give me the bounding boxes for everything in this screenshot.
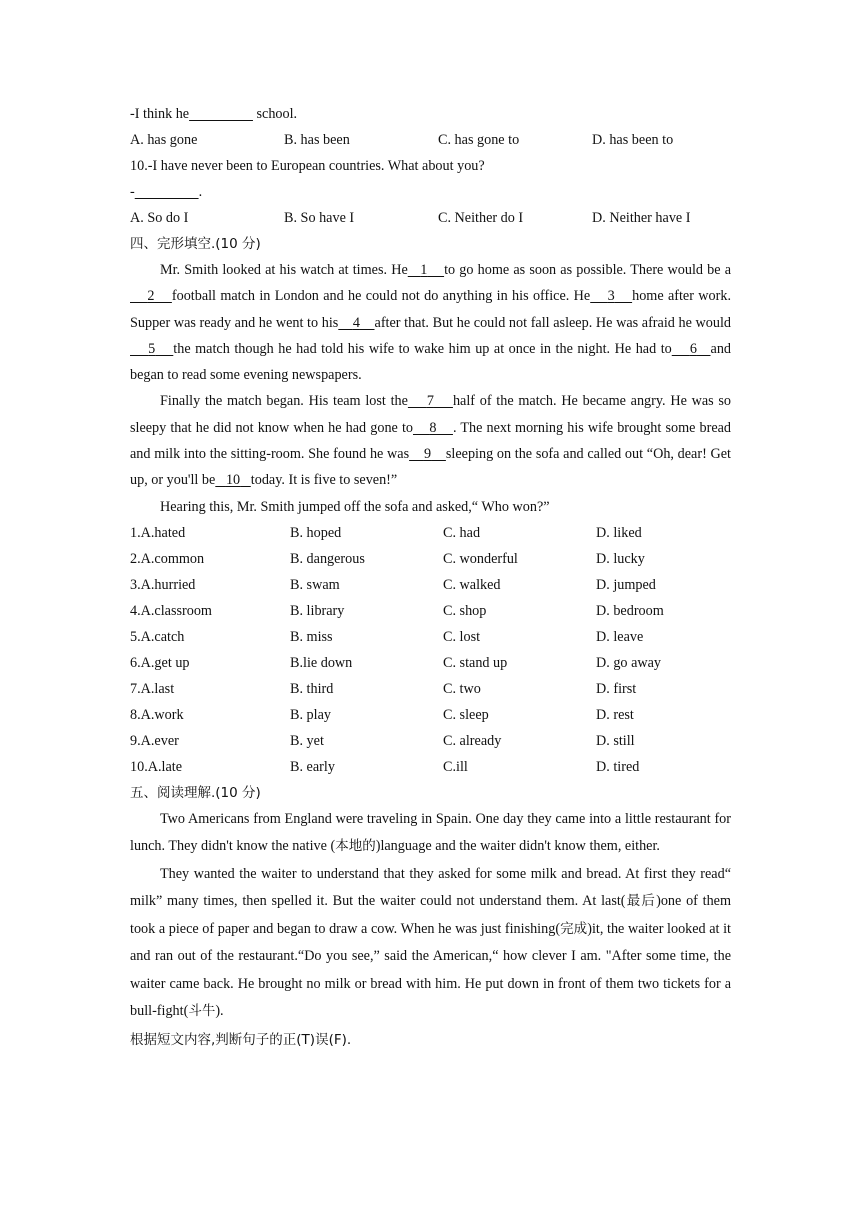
q10-answer-prefix: - <box>130 184 135 200</box>
q9-answer-blank <box>189 106 253 122</box>
choice-b: B. dangerous <box>290 550 365 567</box>
text: )it, the waiter looked at it and ran out of the restaurant.“Do you see,” said the American,“ how clever I am. "After some time, the waiter came back. He brought no milk or bread with him. He put down in front of them two tickets for a bull-fight( <box>130 920 731 1020</box>
choice-c: C. sleep <box>443 706 489 723</box>
choice-c: C. had <box>443 524 481 541</box>
blank-number: 7 <box>426 393 434 410</box>
q9-option-c: C. has gone to <box>438 132 520 148</box>
choice-b: B. library <box>290 602 345 619</box>
text: and began to read some evening newspapers. <box>130 340 732 384</box>
choice-b: B. hoped <box>290 524 342 541</box>
blank-number: 2 <box>147 288 155 305</box>
choice-a: 3.A.hurried <box>130 576 196 593</box>
blank-number: 6 <box>689 340 697 357</box>
choice-a: 7.A.last <box>130 680 175 697</box>
choice-c: C. lost <box>443 628 481 645</box>
choice-a: 6.A.get up <box>130 654 190 671</box>
cloze-blank-5 <box>130 341 173 357</box>
q10-option-c: C. Neither do I <box>438 210 524 226</box>
cloze-paragraph-3: Hearing this, Mr. Smith jumped off the sofa and asked,“ Who won?” <box>160 498 550 515</box>
q10-answer-suffix: . <box>198 184 203 200</box>
blank-number: 3 <box>607 288 615 305</box>
choice-d: D. jumped <box>596 576 656 593</box>
text: to go home as soon as possible. There would be a <box>444 262 732 278</box>
blank-number: 10 <box>225 472 241 489</box>
q9-options <box>130 127 731 153</box>
choice-c: C.ill <box>443 758 468 775</box>
q10-option-b: B. So have I <box>284 210 355 226</box>
cloze-blank-3 <box>590 288 632 304</box>
choice-a: 1.A.hated <box>130 524 186 541</box>
choice-c: C. wonderful <box>443 550 518 567</box>
choice-d: D. leave <box>596 628 644 645</box>
blank-number: 9 <box>423 446 432 463</box>
reading-paragraph-1 <box>130 806 731 861</box>
chinese-gloss: 完成 <box>560 920 588 937</box>
choice-d: D. still <box>596 732 635 749</box>
text: They wanted the waiter to understand that they asked for some milk and bread. At first they read“ milk” many times, then spelled it. But the waiter could not understand them. At last( <box>130 865 731 910</box>
q9-option-a: A. has gone <box>130 132 198 148</box>
text: Mr. Smith looked at his watch at times. He <box>160 262 408 278</box>
text: the match though he had told his wife to wake him up at once in the night. He had to <box>173 340 672 357</box>
cloze-blank-9 <box>409 446 446 462</box>
choice-d: D. lucky <box>596 550 645 567</box>
text: home after work. Supper was ready and he went to his <box>130 288 731 331</box>
cloze-blank-4 <box>338 315 374 331</box>
cloze-paragraph-2 <box>130 388 731 493</box>
q10-option-a: A. So do I <box>130 210 189 226</box>
chinese-gloss: 本地的 <box>335 838 376 855</box>
cloze-choice-row <box>130 546 731 572</box>
text: . The next morning his wife brought some bread and milk into the sitting-room. She found he was <box>130 419 732 463</box>
choice-b: B. early <box>290 758 335 775</box>
text: today. It is five to seven!” <box>250 472 398 489</box>
choice-d: D. rest <box>596 706 634 723</box>
q9-option-d: D. has been to <box>592 132 674 148</box>
choice-d: D. liked <box>596 524 642 541</box>
text: ). <box>215 1003 224 1020</box>
section5-heading: 五、阅读理解.(10 分) <box>130 784 261 801</box>
choice-a: 2.A.common <box>130 550 205 567</box>
choice-b: B. play <box>290 706 331 723</box>
choice-a: 4.A.classroom <box>130 602 212 619</box>
reading-paragraph-2 <box>130 861 731 1026</box>
text: )one of them took a piece of paper and began to draw a cow. When he was just finishing( <box>130 893 731 937</box>
q10-stem: 10.-I have never been to European countries. What about you? <box>130 158 485 174</box>
cloze-choice-row <box>130 520 731 546</box>
text: Two Americans from England were traveling in Spain. One day they came into a little restaurant for lunch. They didn't know the native ( <box>130 810 731 855</box>
choice-a: 9.A.ever <box>130 732 179 749</box>
choice-d: D. first <box>596 680 637 697</box>
choice-d: D. go away <box>596 654 662 671</box>
text: after that. But he could not fall asleep. He was afraid he would <box>374 314 731 331</box>
text: sleeping on the sofa and called out “Oh, dear! Get up, or you'll be <box>130 446 731 489</box>
cloze-choice-row <box>130 676 731 702</box>
text: )language and the waiter didn't know them, either. <box>375 838 660 855</box>
cloze-blank-8 <box>413 420 453 436</box>
choice-a: 10.A.late <box>130 758 183 775</box>
cloze-choice-row <box>130 598 731 624</box>
chinese-gloss: 斗牛 <box>188 1003 216 1020</box>
choice-c: C. stand up <box>443 654 508 671</box>
text: Finally the match began. His team lost the <box>160 393 408 410</box>
blank-number: 4 <box>352 314 360 331</box>
choice-d: D. tired <box>596 758 640 775</box>
cloze-blank-2 <box>130 288 172 304</box>
cloze-choice-row <box>130 702 731 728</box>
choice-c: C. two <box>443 680 481 697</box>
cloze-blank-7 <box>408 393 453 409</box>
blank-number: 8 <box>429 419 437 436</box>
chinese-gloss: 最后 <box>625 893 657 910</box>
worksheet-page <box>130 101 731 1054</box>
q9-option-b: B. has been <box>284 132 350 148</box>
cloze-blank-6 <box>672 341 711 357</box>
cloze-choice-row <box>130 754 731 780</box>
q10-answer-blank <box>135 184 199 200</box>
choice-c: C. walked <box>443 576 501 593</box>
choice-b: B. miss <box>290 628 333 645</box>
cloze-choice-row <box>130 624 731 650</box>
choice-a: 8.A.work <box>130 706 184 723</box>
cloze-choice-row <box>130 572 731 598</box>
choice-c: C. already <box>443 732 502 749</box>
choice-a: 5.A.catch <box>130 628 185 645</box>
text: football match in London and he could not do anything in his office. He <box>171 288 591 305</box>
cloze-choice-row <box>130 728 731 754</box>
choice-d: D. bedroom <box>596 602 664 619</box>
cloze-choice-row <box>130 650 731 676</box>
section4-heading: 四、完形填空.(10 分) <box>130 236 261 252</box>
q9-stem-before: -I think he <box>130 106 190 122</box>
q9-stem-after: school. <box>252 106 298 122</box>
text: half of the match. He became angry. He was so sleepy that he did not know when he had gone to <box>130 393 732 436</box>
choice-b: B. third <box>290 680 334 697</box>
blank-number: 1 <box>420 262 428 278</box>
reading-instruction: 根据短文内容,判断句子的正(T)误(F). <box>130 1031 352 1048</box>
q10-options <box>130 205 731 231</box>
cloze-choices <box>130 520 731 780</box>
q9-stem <box>130 101 731 127</box>
q10-option-d: D. Neither have I <box>592 210 691 226</box>
cloze-paragraph-1 <box>130 257 731 388</box>
q10-answer <box>130 179 731 205</box>
choice-b: B.lie down <box>290 654 353 671</box>
cloze-blank-10 <box>215 472 250 488</box>
choice-b: B. swam <box>290 576 340 593</box>
blank-number: 5 <box>148 340 156 357</box>
choice-b: B. yet <box>290 732 324 749</box>
cloze-blank-1 <box>408 262 444 278</box>
choice-c: C. shop <box>443 602 487 619</box>
